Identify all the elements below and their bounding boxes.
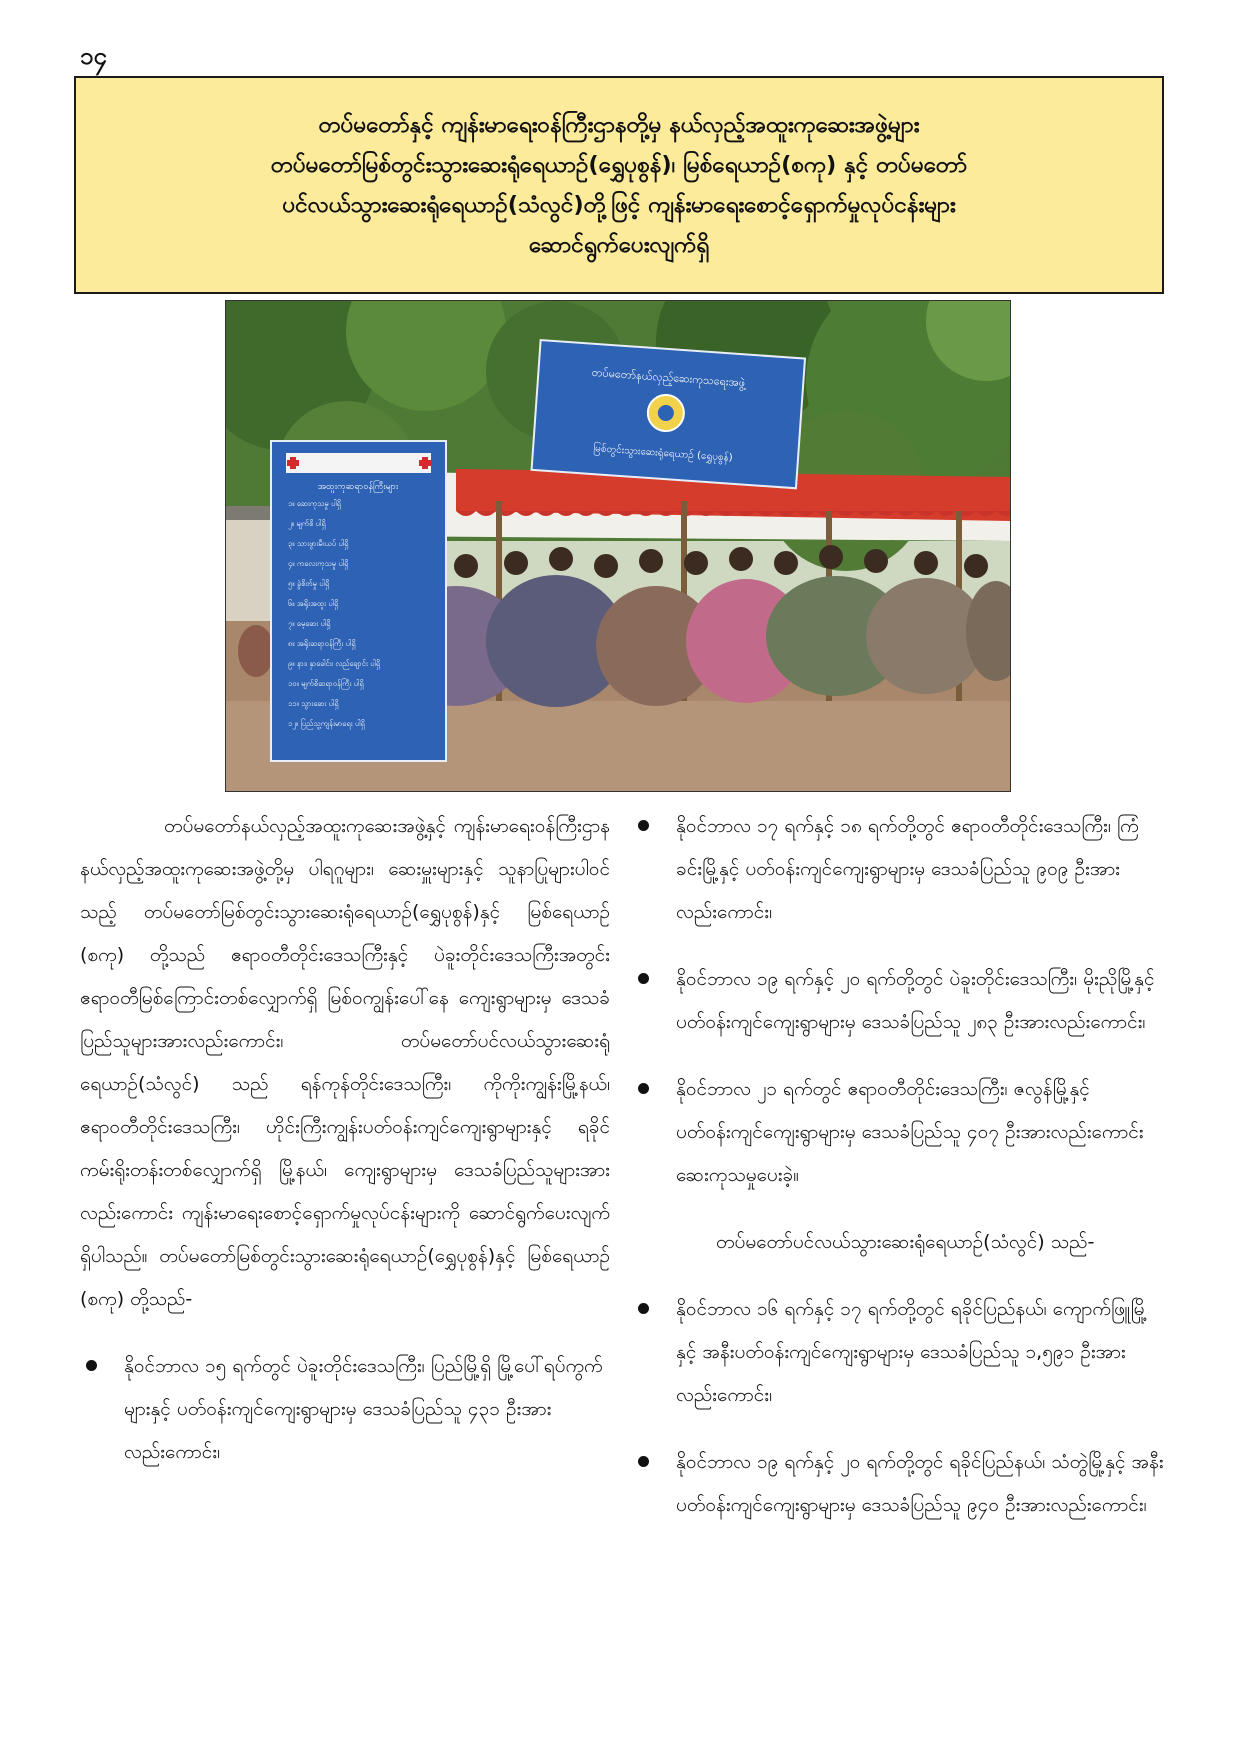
right-bullet-list-a — [632, 805, 1164, 1197]
list-item-text: နိုဝင်ဘာလ ၁၆ ရက်နှင့် ၁၇ ရက်တို့တွင် ရခိုင်ပြည်နယ်၊ ကျောက်ဖြူမြို့နှင့် အနီးပတ်ဝန်းကျင်ကျေးရွာများမှ ဒေသခံပြည်သူ ၁,၅၉၁ ဦးအားလည်းကောင်း၊ — [676, 1298, 1148, 1406]
headline-line: တပ်မတော်နှင့် ကျန်းမာရေးဝန်ကြီးဌာနတို့မှ နယ်လှည့်အထူးကုဆေးအဖွဲ့များ — [318, 112, 920, 138]
list-item — [632, 1288, 1164, 1417]
left-banner-title: အထူးကုဆရာဝန်ကြီးများ — [317, 482, 399, 492]
left-banner-item: ၉။ နား၊ နှာခေါင်း၊ လည်ချောင်း ပါရှိ — [288, 659, 381, 668]
list-item-text: နိုဝင်ဘာလ ၁၉ ရက်နှင့် ၂၀ ရက်တို့တွင် ပဲခူးတိုင်းဒေသကြီး၊ မိုးညိုမြို့နှင့် ပတ်ဝန်းကျင်ကျေးရွာများမှ ဒေသခံပြည်သူ ၂၈၃ ဦးအားလည်းကောင်း၊ — [676, 968, 1155, 1033]
list-item — [632, 1068, 1164, 1197]
top-banner-subtitle: မြစ်တွင်းသွားဆေးရုံရေယာဉ် (ရွှေပုစွန်) — [593, 443, 734, 464]
headline-line: ဆောင်ရွက်ပေးလျက်ရှိ — [528, 232, 710, 258]
left-banner-item: ၂။ မျက်စိ ပါရှိ — [288, 519, 326, 528]
bullet-icon — [638, 973, 649, 984]
left-banner-item: ၁။ ဆေးကုသမှု ပါရှိ — [288, 499, 341, 508]
list-item — [80, 1345, 610, 1474]
bullet-icon — [638, 1456, 649, 1467]
left-banner-item: ၇။ မေ့ဆေး ပါရှိ — [288, 619, 331, 628]
intro-paragraph: တပ်မတော်နယ်လှည့်အထူးကုဆေးအဖွဲ့နှင့် ကျန်းမာရေးဝန်ကြီးဌာန နယ်လှည့်အထူးကုဆေးအဖွဲ့တို့မှ ပါရဂူများ၊ ဆေးမှူးများနှင့် သူနာပြုများပါဝင်သည့် တပ်မတော်မြစ်တွင်းသွားဆေးရုံရေယာဉ်(ရွှေပုစွန်)နှင့် မြစ်ရေယာဉ် (စကု) တို့သည် ဧရာဝတီတိုင်းဒေသကြီးနှင့် ပဲခူးတိုင်းဒေသကြီးအတွင်း ဧရာဝတီမြစ်ကြောင်းတစ်လျှောက်ရှိ မြစ်ဝကျွန်းပေါ်နေ ကျေးရွာများမှ ဒေသခံပြည်သူများအားလည်းကောင်း၊ တပ်မတော်ပင်လယ်သွားဆေးရုံရေယာဉ်(သံလွင်) သည် ရန်ကုန်တိုင်းဒေသကြီး၊ ကိုကိုးကျွန်းမြို့နယ်၊ ဧရာဝတီတိုင်းဒေသကြီး၊ ဟိုင်းကြီးကျွန်းပတ်ဝန်းကျင်ကျေးရွာများနှင့် ရခိုင်ကမ်းရိုးတန်းတစ်လျှောက်ရှိ မြို့နယ်၊ ကျေးရွာများမှ ဒေသခံပြည်သူများအားလည်းကောင်း ကျန်းမာရေးစောင့်ရှောက်မှုလုပ်ငန်းများကို ဆောင်ရွက်ပေးလျက်ရှိပါသည်။ တပ်မတော်မြစ်တွင်းသွားဆေးရုံရေယာဉ်(ရွှေပုစွန်)နှင့် မြစ်ရေယာဉ် (စကု) တို့သည်- — [80, 815, 610, 1310]
bullet-icon — [638, 820, 649, 831]
mid-paragraph: တပ်မတော်ပင်လယ်သွားဆေးရုံရေယာဉ်(သံလွင်) သည်- — [716, 1231, 1095, 1253]
left-banner-item: ၈။ အရိုးဆရာဝန်ကြီး ပါရှိ — [288, 639, 356, 648]
left-banner-item: ၅။ ခွဲစိတ်မှု ပါရှိ — [288, 579, 330, 588]
headline-line: တပ်မတော်မြစ်တွင်းသွားဆေးရုံရေယာဉ်(ရွှေပုစွန်)၊ မြစ်ရေယာဉ်(စကု) နှင့် တပ်မတော် — [270, 152, 968, 178]
right-bullet-list-b — [632, 1288, 1164, 1527]
headline-line: ပင်လယ်သွားဆေးရုံရေယာဉ်(သံလွင်)တို့ဖြင့် ကျန်းမာရေးစောင့်ရှောက်မှုလုပ်ငန်းများ — [282, 192, 956, 218]
list-item — [632, 1441, 1164, 1527]
top-banner-title: တပ်မတော်နယ်လှည့်ဆေးကုသရေးအဖွဲ့ — [591, 365, 746, 390]
medical-camp-photo — [225, 300, 1011, 792]
list-item-text: နိုဝင်ဘာလ ၁၇ ရက်နှင့် ၁၈ ရက်တို့တွင် ဧရာဝတီတိုင်းဒေသကြီး၊ ကြံခင်းမြို့နှင့် ပတ်ဝန်းကျင်ကျေးရွာများမှ ဒေသခံပြည်သူ ၉၀၉ ဦးအားလည်းကောင်း၊ — [676, 815, 1139, 923]
bullet-icon — [638, 1083, 649, 1094]
left-banner-item: ၁၂။ ပြည်သူ့ကျန်းမာရေး ပါရှိ — [288, 719, 365, 728]
left-banner-item: ၁၁။ သွားဆေး ပါရှိ — [288, 699, 339, 708]
list-item-text: နိုဝင်ဘာလ ၂၁ ရက်တွင် ဧရာဝတီတိုင်းဒေသကြီး၊ ဇလွန်မြို့နှင့် ပတ်ဝန်းကျင်ကျေးရွာများမှ ဒေသခံပြည်သူ ၄၀၇ ဦးအားလည်းကောင်း ဆေးကုသမှုပေးခဲ့။ — [676, 1078, 1144, 1186]
list-item-text: နိုဝင်ဘာလ ၁၅ ရက်တွင် ပဲခူးတိုင်းဒေသကြီး၊ ပြည်မြို့ရှိ မြို့ပေါ်ရပ်ကွက်များနှင့် ပတ်ဝန်းကျင်ကျေးရွာများမှ ဒေသခံပြည်သူ ၄၃၁ ဦးအားလည်းကောင်း၊ — [124, 1355, 603, 1463]
left-banner-item: ၁၀။ မျက်စိဆရာဝန်ကြီး ပါရှိ — [288, 679, 364, 688]
bullet-icon — [638, 1303, 649, 1314]
left-column — [80, 805, 610, 1498]
bullet-icon — [86, 1360, 97, 1371]
left-banner-item: ၄။ ကလေးကုသမှု ပါရှိ — [288, 559, 349, 568]
page-number: ၁၄ — [80, 42, 107, 70]
list-item — [632, 805, 1164, 934]
left-bullet-list — [80, 1345, 610, 1474]
list-item-text: နိုဝင်ဘာလ ၁၉ ရက်နှင့် ၂၀ ရက်တို့တွင် ရခိုင်ပြည်နယ်၊ သံတွဲမြို့နှင့် အနီးပတ်ဝန်းကျင်ကျေးရွာများမှ ဒေသခံပြည်သူ ၉၄၀ ဦးအားလည်းကောင်း၊ — [676, 1451, 1164, 1516]
left-banner-item: ၃။ သားဖွားမီးယပ် ပါရှိ — [288, 539, 349, 548]
left-banner-item: ၆။ အရိုးအထူး ပါရှိ — [288, 599, 339, 608]
right-column — [632, 805, 1164, 1551]
list-item — [632, 958, 1164, 1044]
headline-box — [74, 76, 1164, 294]
